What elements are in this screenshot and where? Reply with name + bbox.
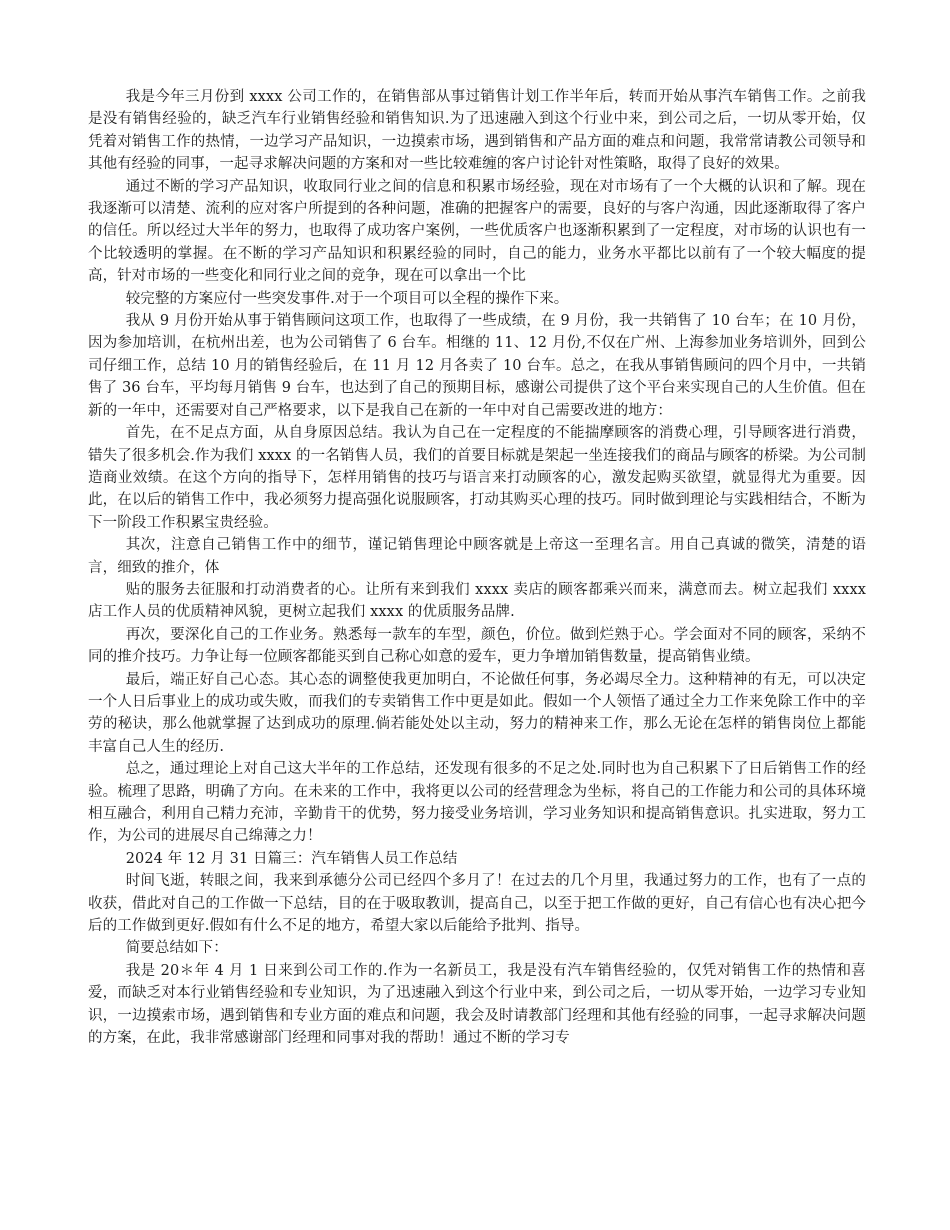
document-body	[88, 86, 866, 1049]
paragraph-second-improvement-continued: 贴的服务去征服和打动消费者的心。让所有来到我们 xxxx 卖店的顾客都乘兴而来，满意而去。树立起我们 xxxx 店工作人员的优质精神风貌，更树立起我们 xxxx 的优质服务品牌.	[88, 581, 866, 621]
paragraph-second-improvement: 其次，注意自己销售工作中的细节，谨记销售理论中顾客就是上帝这一至理名言。用自己真诚的微笑，清楚的语言，细致的推介，体	[88, 537, 866, 576]
paragraph-final-improvement: 最后，端正好自己心态。其心态的调整使我更加明白，不论做任何事，务必竭尽全力。这种精神的有无，可以决定一个人日后事业上的成功或失败，而我们的专卖销售工作中更是如此。假如一个人领悟了通过全力工作来免除工作中的辛劳的秘诀，那么他就掌握了达到成功的原理.倘若能处处以主动，努力的精神来工作，那么无论在怎样的销售岗位上都能丰富自己人生的经历.	[88, 671, 866, 755]
paragraph-learning-continued: 较完整的方案应付一些突发事件.对于一个项目可以全程的操作下来。	[125, 290, 569, 307]
paragraph-first-improvement: 首先，在不足点方面，从自身原因总结。我认为自己在一定程度的不能揣摩顾客的消费心理，引导顾客进行消费，错失了很多机会.作为我们 xxxx 的一名销售人员，我们的首要目标就是架起一坐连接我们的商品与顾客的桥梁。为公司制造商业效绩。在这个方向的指导下，怎样用销售的技巧与语言来打动顾客的心，激发起购买欲望，就显得尤为重要。因此，在以后的销售工作中，我必须努力提高强化说服顾客，打动其购买心理的技巧。同时做到理论与实践相结合，不断为下一阶段工作积累宝贵经验。	[88, 425, 866, 531]
paragraph-brief-summary-label: 简要总结如下：	[125, 940, 228, 957]
paragraph-sales-results: 我从 9 月份开始从事于销售顾问这项工作，也取得了一些成绩，在 9 月份，我一共销售了 10 台车；在 10 月份，因为参加培训，在杭州出差，也为公司销售了 6 台车。相继的 11、12 月份,不仅在广州、上海参加业务培训外，回到公司仔细工作，总结 10 月的销售经验后，在 11 月 12 月各卖了 10 台车。总之，在我从事销售顾问的四个月中，一共销售了 36 台车，平均每月销售 9 台车，也达到了自己的预期目标，感谢公司提供了这个平台来实现自己的人生价值。但在新的一年中，还需要对自己严格要求，以下是我自己在新的一年中对自己需要改进的地方：	[88, 313, 866, 419]
paragraph-intro: 我是今年三月份到 xxxx 公司工作的，在销售部从事过销售计划工作半年后，转而开始从事汽车销售工作。之前我是没有销售经验的，缺乏汽车行业销售经验和销售知识.为了迅速融入到这个行业中来，到公司之后，一切从零开始，仅凭着对销售工作的热情，一边学习产品知识，一边摸索市场，遇到销售和产品方面的难点和问题，我常常请教公司领导和其他有经验的同事，一起寻求解决问题的方案和对一些比较难缠的客户讨论针对性策略，取得了良好的效果。	[88, 89, 866, 173]
paragraph-third-improvement: 再次，要深化自己的工作业务。熟悉每一款车的车型，颜色，价位。做到烂熟于心。学会面对不同的顾客，采纳不同的推介技巧。力争让每一位顾客都能买到自己称心如意的爱车，更力争增加销售数量，提高销售业绩。	[88, 626, 866, 666]
paragraph-new-employee: 我是 20＊年 4 月 1 日来到公司工作的.作为一名新员工，我是没有汽车销售经验的，仅凭对销售工作的热情和喜爱，而缺乏对本行业销售经验和专业知识，为了迅速融入到这个行业中来，到公司之后，一切从零开始，一边学习专业知识，一边摸索市场，遇到销售和专业方面的难点和问题，我会及时请教部门经理和其他有经验的同事，一起寻求解决问题的方案，在此，我非常感谢部门经理和同事对我的帮助！通过不断的学习专	[88, 962, 866, 1047]
paragraph-date-heading: 2024 年 12 月 31 日篇三：汽车销售人员工作总结	[125, 850, 458, 867]
paragraph-summary: 总之，通过理论上对自己这大半年的工作总结，还发现有很多的不足之处.同时也为自己积累下了日后销售工作的经验。梳理了思路，明确了方向。在未来的工作中，我将更以公司的经营理念为坐标，将自己的工作能力和公司的具体环境相互融合，利用自己精力充沛，辛勤肯干的优势，努力接受业务培训，学习业务知识和提高销售意识。扎实进取，努力工作，为公司的进展尽自己绵薄之力！	[88, 761, 866, 845]
paragraph-part-three-intro: 时间飞逝，转眼之间，我来到承德分公司已经四个多月了！在过去的几个月里，我通过努力的工作，也有了一点的收获，借此对自己的工作做一下总结，目的在于吸取教训，提高自己，以至于把工作做的更好，自己有信心也有决心把今后的工作做到更好.假如有什么不足的地方，希望大家以后能给予批判、指导。	[88, 873, 866, 935]
paragraph-learning: 通过不断的学习产品知识，收取同行业之间的信息和积累市场经验，现在对市场有了一个大概的认识和了解。现在我逐渐可以清楚、流利的应对客户所提到的各种问题，准确的把握客户的需要，良好的与客户沟通，因此逐渐取得了客户的信任。所以经过大半年的努力，也取得了成功客户案例，一些优质客户也逐渐积累到了一定程度，对市场的认识也有一个比较透明的掌握。在不断的学习产品知识和积累经验的同时，自己的能力，业务水平都比以前有了一个较大幅度的提高，针对市场的一些变化和同行业之间的竞争，现在可以拿出一个比	[88, 178, 866, 285]
